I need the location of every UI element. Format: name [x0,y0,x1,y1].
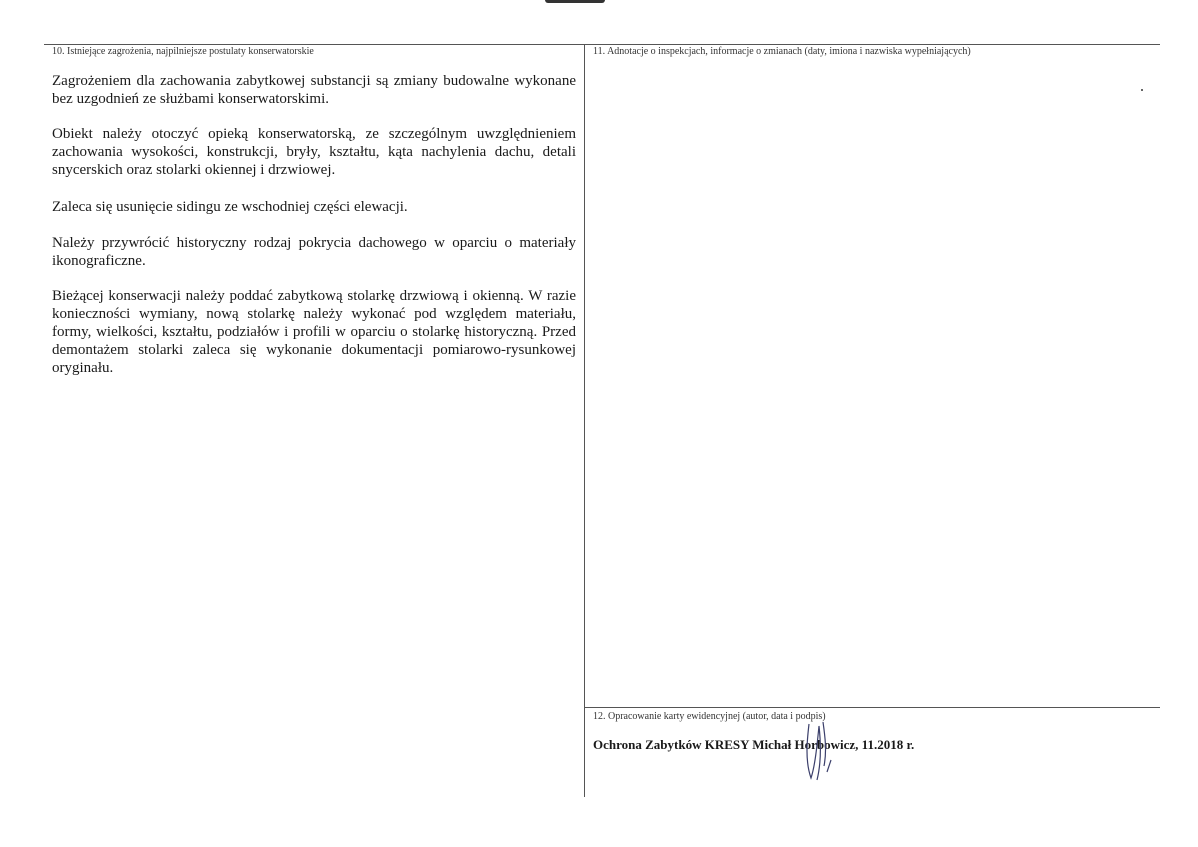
column-divider [584,44,585,797]
handwritten-signature [797,716,847,786]
section10-label: 10. Istniejące zagrożenia, najpilniejsze postulaty konserwatorskie [52,46,314,57]
section11-label: 11. Adnotacje o inspekcjach, informacje o zmianach (daty, imiona i nazwiska wypełniających) [593,46,971,57]
roof-paragraph: Należy przywrócić historyczny rodzaj pokrycia dachowego w oparciu o materiały ikonograficzne. [52,235,576,269]
joinery-paragraph: Bieżącej konserwacji należy poddać zabytkową stolarkę drzwiową i okienną. W razie konieczności wymiany, nową stolarkę należy wykonać pod względem materiału, formy, wielkości, kształtu, podziałów i profili w oparciu o stolarkę historyczną. Przed demontażem stolarki zaleca się wykonanie dokumentacji pomiarowo-rysunkowej oryginału. [52,288,576,376]
speck [1141,89,1143,91]
siding-paragraph: Zaleca się usunięcie sidingu ze wschodniej części elewacji. [52,199,408,215]
author-line: Ochrona Zabytków KRESY Michał Horbowicz, 11.2018 r. [593,737,915,752]
section12-label: 12. Opracowanie karty ewidencyjnej (autor, data i podpis) [593,711,826,722]
care-paragraph: Obiekt należy otoczyć opieką konserwatorską, ze szczególnym uwzględnieniem zachowania wysokości, konstrukcji, bryły, kształtu, kąta nachylenia dachu, detali snycerskich oraz stolarki okiennej i drzwiowej. [52,126,576,178]
threat-paragraph: Zagrożeniem dla zachowania zabytkowej substancji są zmiany budowalne wykonane bez uzgodnień ze służbami konserwatorskimi. [52,73,576,107]
scan-edge-mark [545,0,605,3]
top-border [44,44,1160,45]
section12-top-border [584,707,1160,708]
